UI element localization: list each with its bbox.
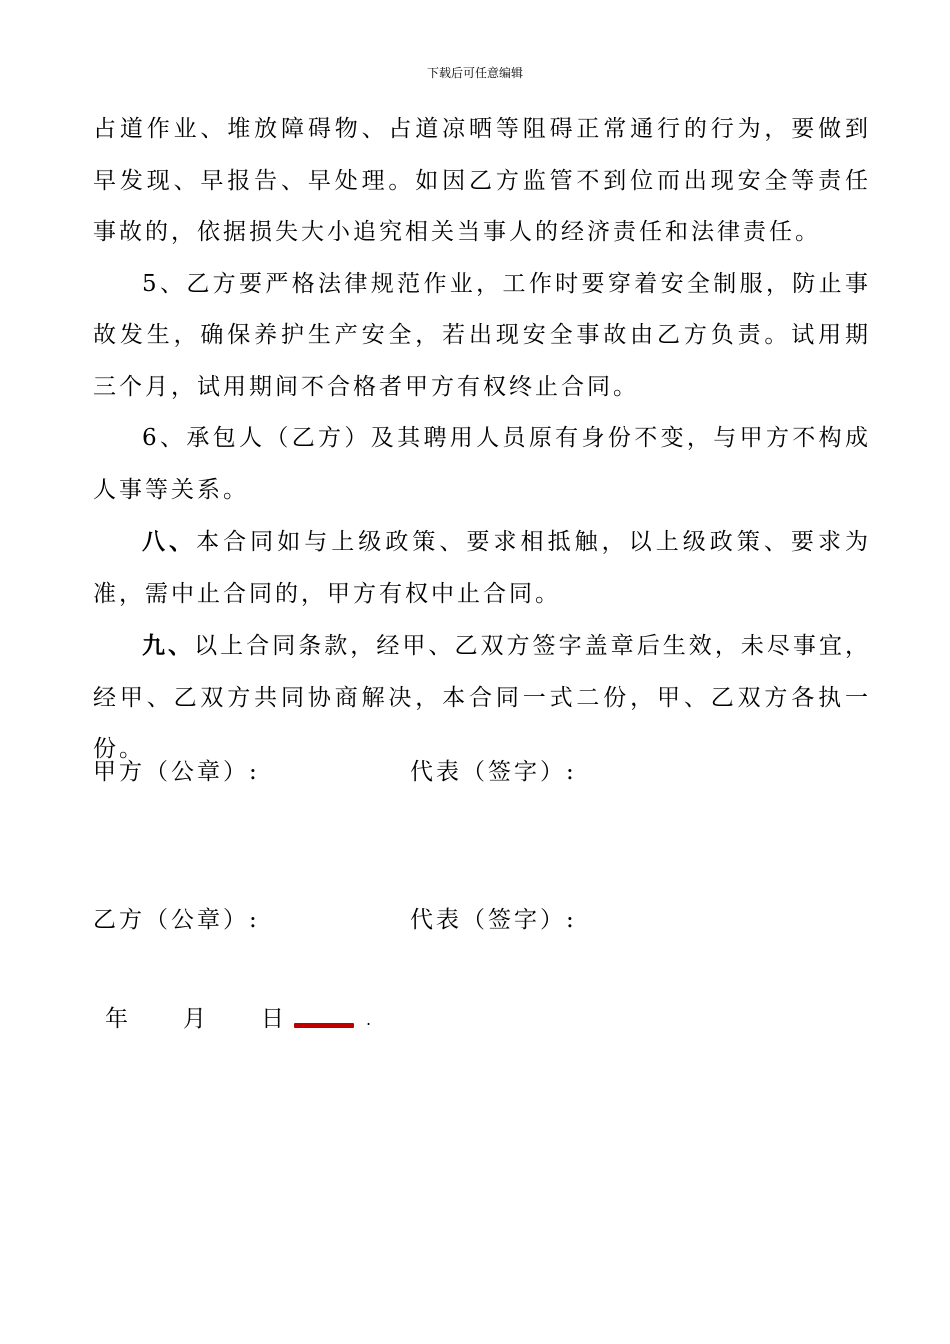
paragraph-continuation: 占道作业、堆放障碍物、占道凉晒等阻碍正常通行的行为，要做到早发现、早报告、早处理。如因乙方监管不到位而出现安全等责任事故的，依据损失大小追究相关当事人的经济责任和法律责任。 (93, 116, 871, 245)
party-a-seal-label: 甲方（公章）: (93, 759, 260, 785)
clause-8-text: 本合同如与上级政策、要求相抵触，以上级政策、要求为准，需中止合同的，甲方有权中止合同。 (93, 529, 872, 607)
paragraph-clause-8 (93, 516, 871, 620)
party-b-representative-label: 代表（签字）: (410, 907, 577, 933)
party-a-representative-label: 代表（签字）: (410, 759, 577, 785)
clause-8-number: 八、 (142, 528, 197, 555)
contract-body (93, 104, 871, 776)
party-b-seal-label: 乙方（公章）: (93, 907, 260, 933)
paragraph-clause-5: 5、乙方要严格法律规范作业，工作时要穿着安全制服，防止事故发生，确保养护生产安全，若出现安全事故由乙方负责。试用期三个月，试用期间不合格者甲方有权终止合同。 (93, 270, 871, 400)
date-trailing-dot: . (366, 1010, 372, 1029)
clause-9-text: 以上合同条款，经甲、乙双方签字盖章后生效，未尽事宜，经甲、乙双方共同协商解决，本合同一式二份，甲、乙双方各执一份。 (93, 633, 872, 762)
page-header: 下载后可任意编辑 (426, 66, 523, 80)
date-line (105, 1004, 284, 1034)
red-mark (294, 1023, 354, 1028)
date-month: 月 (183, 1006, 206, 1032)
paragraph-clause-9 (93, 620, 871, 776)
date-year: 年 (105, 1006, 128, 1032)
date-day: 日 (261, 1006, 284, 1032)
paragraph-clause-6: 6、承包人（乙方）及其聘用人员原有身份不变，与甲方不构成人事等关系。 (93, 425, 871, 503)
clause-9-number: 九、 (142, 632, 195, 659)
